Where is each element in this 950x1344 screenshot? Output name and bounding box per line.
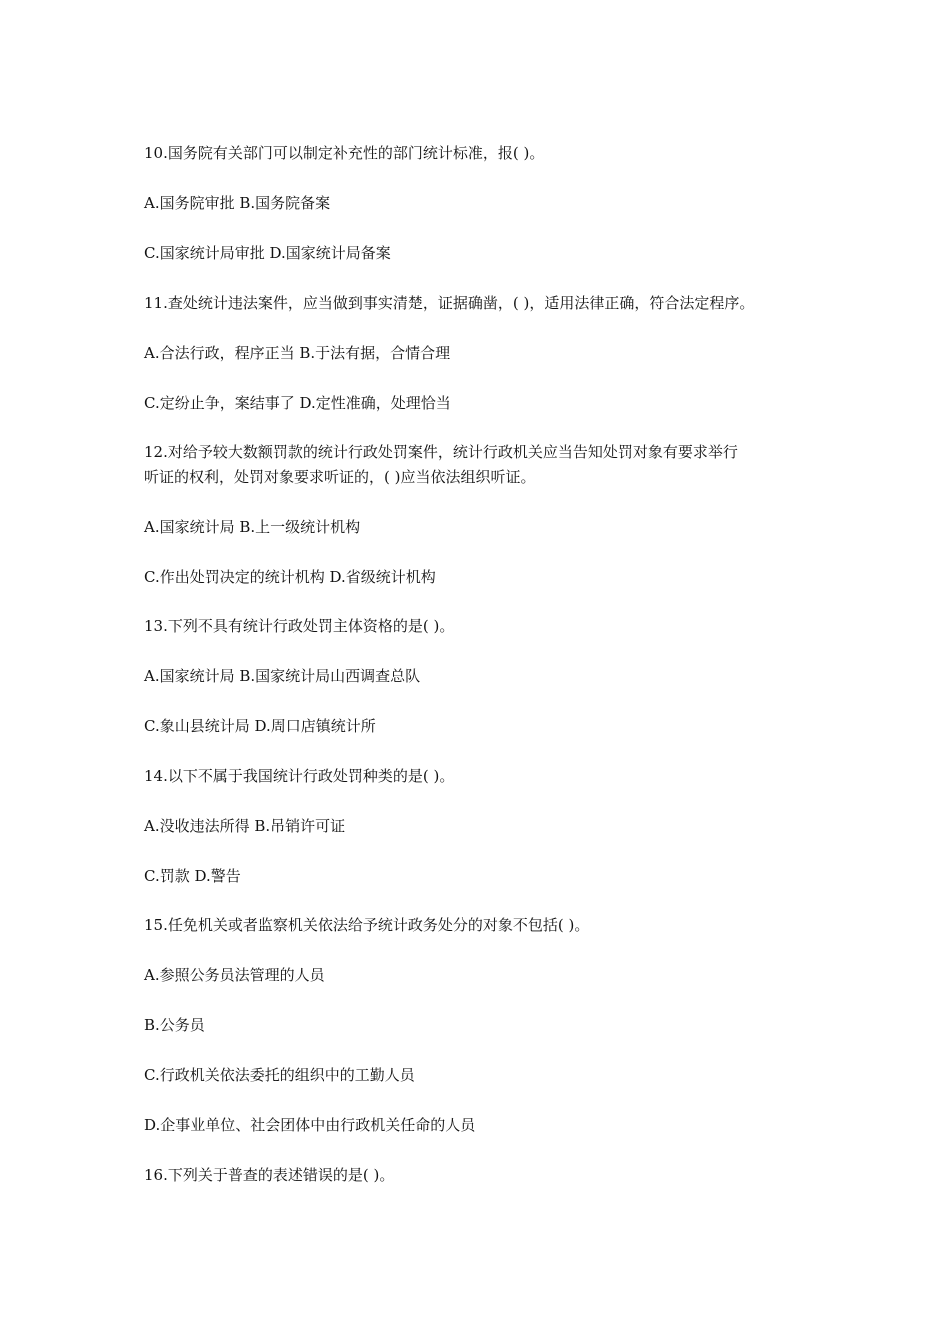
question-12-line-1: 12.对给予较大数额罚款的统计行政处罚案件，统计行政机关应当告知处罚对象有要求举行 (144, 443, 738, 461)
question-15-option-a: A.参照公务员法管理的人员 (144, 966, 325, 984)
question-12-options-cd: C.作出处罚决定的统计机构 D.省级统计机构 (144, 568, 436, 586)
question-15-option-b: B.公务员 (144, 1016, 205, 1034)
question-12-line-2: 听证的权利，处罚对象要求听证的，( )应当依法组织听证。 (144, 468, 536, 486)
question-11: 11.查处统计违法案件，应当做到事实清楚，证据确凿，( )，适用法律正确，符合法定程序。 (144, 294, 755, 312)
question-15-option-c: C.行政机关依法委托的组织中的工勤人员 (144, 1066, 415, 1084)
question-10-options-ab: A.国务院审批 B.国务院备案 (144, 194, 331, 212)
question-16: 16.下列关于普查的表述错误的是( )。 (144, 1166, 395, 1184)
question-12-options-ab: A.国家统计局 B.上一级统计机构 (144, 518, 361, 536)
question-10: 10.国务院有关部门可以制定补充性的部门统计标准，报( )。 (144, 144, 545, 162)
question-14-options-cd: C.罚款 D.警告 (144, 867, 241, 885)
question-13-options-ab: A.国家统计局 B.国家统计局山西调查总队 (144, 667, 421, 685)
question-10-options-cd: C.国家统计局审批 D.国家统计局备案 (144, 244, 391, 262)
question-11-options-cd: C.定纷止争，案结事了 D.定性准确，处理恰当 (144, 394, 451, 412)
question-15: 15.任免机关或者监察机关依法给予统计政务处分的对象不包括( )。 (144, 916, 590, 934)
question-13: 13.下列不具有统计行政处罚主体资格的是( )。 (144, 617, 455, 635)
question-11-options-ab: A.合法行政，程序正当 B.于法有据，合情合理 (144, 344, 451, 362)
question-14: 14.以下不属于我国统计行政处罚种类的是( )。 (144, 767, 455, 785)
question-15-option-d: D.企事业单位、社会团体中由行政机关任命的人员 (144, 1116, 476, 1134)
question-13-options-cd: C.象山县统计局 D.周口店镇统计所 (144, 717, 376, 735)
question-14-options-ab: A.没收违法所得 B.吊销许可证 (144, 817, 346, 835)
